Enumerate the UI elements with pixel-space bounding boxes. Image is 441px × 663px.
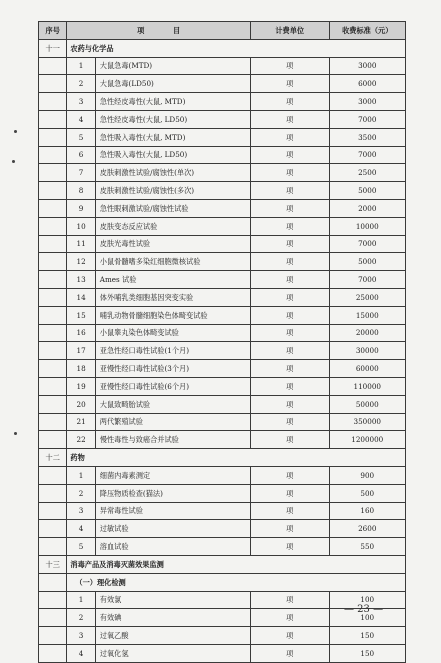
item-unit: 项	[250, 466, 329, 484]
item-fee: 160	[329, 502, 405, 520]
empty-cell	[39, 306, 67, 324]
item-fee: 7000	[329, 271, 405, 289]
item-name: 亚慢性经口毒性试验(6个月)	[95, 377, 250, 395]
table-row	[39, 520, 406, 538]
item-fee: 2500	[329, 164, 405, 182]
item-fee: 20000	[329, 324, 405, 342]
item-fee: 1200000	[329, 431, 405, 449]
table-row	[39, 164, 406, 182]
empty-cell	[39, 395, 67, 413]
item-number: 2	[67, 484, 95, 502]
item-name: 降压物质检查(猫法)	[95, 484, 250, 502]
table-row	[39, 538, 406, 556]
empty-cell	[39, 199, 67, 217]
item-unit: 项	[250, 306, 329, 324]
section-row	[39, 449, 406, 467]
item-name: 亚慢性经口毒性试验(3个月)	[95, 360, 250, 378]
item-unit: 项	[250, 128, 329, 146]
item-number: 3	[67, 93, 95, 111]
item-number: 6	[67, 146, 95, 164]
empty-cell	[39, 253, 67, 271]
item-unit: 项	[250, 484, 329, 502]
table-row	[39, 395, 406, 413]
item-name: 细菌内毒素测定	[95, 466, 250, 484]
item-number: 1	[67, 57, 95, 75]
item-name: 大鼠急毒(MTD)	[95, 57, 250, 75]
empty-cell	[39, 110, 67, 128]
item-number: 17	[67, 342, 95, 360]
section-row	[39, 555, 406, 573]
empty-cell	[39, 324, 67, 342]
item-name: 急性经皮毒性(大鼠, MTD)	[95, 93, 250, 111]
item-unit: 项	[250, 538, 329, 556]
empty-cell	[39, 128, 67, 146]
item-number: 10	[67, 217, 95, 235]
item-fee: 25000	[329, 288, 405, 306]
table-row	[39, 288, 406, 306]
table-row	[39, 146, 406, 164]
item-name: 小鼠睾丸染色体畸变试验	[95, 324, 250, 342]
empty-cell	[39, 413, 67, 431]
item-unit: 项	[250, 342, 329, 360]
item-name: 皮肤光毒性试验	[95, 235, 250, 253]
item-fee: 100	[329, 609, 405, 627]
empty-cell	[39, 342, 67, 360]
item-unit: 项	[250, 182, 329, 200]
item-unit: 项	[250, 324, 329, 342]
item-fee: 3000	[329, 57, 405, 75]
item-unit: 项	[250, 609, 329, 627]
empty-cell	[39, 235, 67, 253]
subsection-row	[39, 573, 406, 591]
table-row	[39, 377, 406, 395]
binding-hole-mark	[14, 130, 17, 133]
empty-cell	[39, 146, 67, 164]
empty-cell	[39, 57, 67, 75]
table-row	[39, 466, 406, 484]
table-row	[39, 324, 406, 342]
empty-cell	[39, 466, 67, 484]
empty-cell	[39, 520, 67, 538]
item-fee: 150	[329, 627, 405, 645]
item-number: 4	[67, 520, 95, 538]
item-unit: 项	[250, 360, 329, 378]
empty-cell	[39, 217, 67, 235]
item-number: 9	[67, 199, 95, 217]
item-name: 有效氯	[95, 591, 250, 609]
item-fee: 5000	[329, 182, 405, 200]
section-title: 农药与化学品	[67, 39, 406, 57]
item-number: 18	[67, 360, 95, 378]
empty-cell	[39, 484, 67, 502]
section-title: 消毒产品及消毒灭菌效果监测	[67, 555, 406, 573]
table-row	[39, 342, 406, 360]
empty-cell	[39, 502, 67, 520]
empty-cell	[39, 644, 67, 662]
table-header-row	[39, 22, 406, 40]
page-number: — 23 —	[344, 604, 384, 615]
table-row	[39, 75, 406, 93]
item-name: Ames 试验	[95, 271, 250, 289]
item-number: 12	[67, 253, 95, 271]
empty-cell	[39, 164, 67, 182]
item-unit: 项	[250, 75, 329, 93]
header-unit: 计费单位	[250, 22, 329, 40]
item-fee: 5000	[329, 253, 405, 271]
table-row	[39, 128, 406, 146]
item-unit: 项	[250, 93, 329, 111]
item-fee: 2600	[329, 520, 405, 538]
empty-cell	[39, 288, 67, 306]
table-row	[39, 253, 406, 271]
section-number: 十二	[39, 449, 67, 467]
item-number: 4	[67, 644, 95, 662]
item-number: 2	[67, 609, 95, 627]
item-fee: 50000	[329, 395, 405, 413]
subsection-title: （一）理化检测	[67, 573, 406, 591]
item-fee: 60000	[329, 360, 405, 378]
item-unit: 项	[250, 164, 329, 182]
table-row	[39, 271, 406, 289]
item-number: 1	[67, 466, 95, 484]
item-fee: 150	[329, 644, 405, 662]
item-number: 4	[67, 110, 95, 128]
item-number: 22	[67, 431, 95, 449]
item-name: 溶血试验	[95, 538, 250, 556]
item-unit: 项	[250, 520, 329, 538]
header-fee: 收费标准（元）	[329, 22, 405, 40]
item-name: 异常毒性试验	[95, 502, 250, 520]
item-number: 5	[67, 128, 95, 146]
item-unit: 项	[250, 502, 329, 520]
item-name: 慢性毒性与致癌合并试验	[95, 431, 250, 449]
table-row	[39, 306, 406, 324]
item-name: 有效碘	[95, 609, 250, 627]
item-unit: 项	[250, 395, 329, 413]
table-body	[39, 39, 406, 662]
item-unit: 项	[250, 288, 329, 306]
item-fee: 3000	[329, 93, 405, 111]
item-name: 大鼠急毒(LD50)	[95, 75, 250, 93]
item-name: 皮肤刺激性试验/腐蚀性(多次)	[95, 182, 250, 200]
item-number: 16	[67, 324, 95, 342]
item-number: 15	[67, 306, 95, 324]
item-number: 11	[67, 235, 95, 253]
item-name: 急性经皮毒性(大鼠, LD50)	[95, 110, 250, 128]
empty-cell	[39, 538, 67, 556]
item-unit: 项	[250, 110, 329, 128]
item-unit: 项	[250, 253, 329, 271]
item-name: 急性吸入毒性(大鼠, MTD)	[95, 128, 250, 146]
item-number: 1	[67, 591, 95, 609]
item-name: 过氧化氢	[95, 644, 250, 662]
table-row	[39, 57, 406, 75]
empty-cell	[39, 360, 67, 378]
item-fee: 3500	[329, 128, 405, 146]
item-unit: 项	[250, 271, 329, 289]
item-name: 两代繁殖试验	[95, 413, 250, 431]
item-unit: 项	[250, 146, 329, 164]
empty-cell	[39, 431, 67, 449]
table-row	[39, 360, 406, 378]
item-number: 19	[67, 377, 95, 395]
item-fee: 350000	[329, 413, 405, 431]
item-number: 20	[67, 395, 95, 413]
item-name: 过敏试验	[95, 520, 250, 538]
item-name: 急性眼刺激试验/腐蚀性试验	[95, 199, 250, 217]
item-fee: 7000	[329, 110, 405, 128]
table-row	[39, 627, 406, 645]
header-no: 序号	[39, 22, 67, 40]
item-number: 13	[67, 271, 95, 289]
item-unit: 项	[250, 627, 329, 645]
binding-hole-mark	[14, 432, 17, 435]
item-fee: 900	[329, 466, 405, 484]
table-row	[39, 110, 406, 128]
item-name: 急性吸入毒性(大鼠, LD50)	[95, 146, 250, 164]
empty-cell	[39, 75, 67, 93]
item-name: 大鼠致畸胎试验	[95, 395, 250, 413]
item-name: 过氧乙酸	[95, 627, 250, 645]
empty-cell	[39, 627, 67, 645]
item-unit: 项	[250, 644, 329, 662]
item-name: 皮肤刺激性试验/腐蚀性(单次)	[95, 164, 250, 182]
empty-cell	[39, 377, 67, 395]
table-row	[39, 644, 406, 662]
table-row	[39, 93, 406, 111]
item-fee: 30000	[329, 342, 405, 360]
item-number: 5	[67, 538, 95, 556]
item-fee: 2000	[329, 199, 405, 217]
item-fee: 550	[329, 538, 405, 556]
empty-cell	[39, 573, 67, 591]
item-number: 8	[67, 182, 95, 200]
item-fee: 7000	[329, 146, 405, 164]
item-fee: 6000	[329, 75, 405, 93]
item-number: 2	[67, 75, 95, 93]
item-fee: 7000	[329, 235, 405, 253]
item-name: 哺乳动物骨髓细胞染色体畸变试验	[95, 306, 250, 324]
item-fee: 100	[329, 591, 405, 609]
item-unit: 项	[250, 413, 329, 431]
table-row	[39, 431, 406, 449]
empty-cell	[39, 591, 67, 609]
header-item: 项 目	[67, 22, 251, 40]
item-fee: 10000	[329, 217, 405, 235]
item-unit: 项	[250, 57, 329, 75]
item-name: 皮肤变态反应试验	[95, 217, 250, 235]
item-number: 21	[67, 413, 95, 431]
section-row	[39, 39, 406, 57]
section-number: 十三	[39, 555, 67, 573]
item-fee: 15000	[329, 306, 405, 324]
item-unit: 项	[250, 377, 329, 395]
item-unit: 项	[250, 591, 329, 609]
item-name: 体外哺乳类细胞基因突变实验	[95, 288, 250, 306]
table-row	[39, 182, 406, 200]
item-unit: 项	[250, 431, 329, 449]
binding-hole-mark	[12, 160, 15, 163]
table-row	[39, 484, 406, 502]
item-name: 亚急性经口毒性试验(1个月)	[95, 342, 250, 360]
item-number: 7	[67, 164, 95, 182]
item-unit: 项	[250, 217, 329, 235]
table-row	[39, 199, 406, 217]
fee-schedule-table	[38, 21, 406, 663]
empty-cell	[39, 609, 67, 627]
table-row	[39, 413, 406, 431]
item-number: 3	[67, 502, 95, 520]
empty-cell	[39, 182, 67, 200]
item-unit: 项	[250, 199, 329, 217]
table-row	[39, 217, 406, 235]
section-number: 十一	[39, 39, 67, 57]
table-row	[39, 502, 406, 520]
item-number: 3	[67, 627, 95, 645]
item-name: 小鼠骨髓嗜多染红细胞微核试验	[95, 253, 250, 271]
table-row	[39, 235, 406, 253]
item-fee: 110000	[329, 377, 405, 395]
item-number: 14	[67, 288, 95, 306]
item-unit: 项	[250, 235, 329, 253]
empty-cell	[39, 93, 67, 111]
empty-cell	[39, 271, 67, 289]
item-fee: 500	[329, 484, 405, 502]
section-title: 药物	[67, 449, 406, 467]
